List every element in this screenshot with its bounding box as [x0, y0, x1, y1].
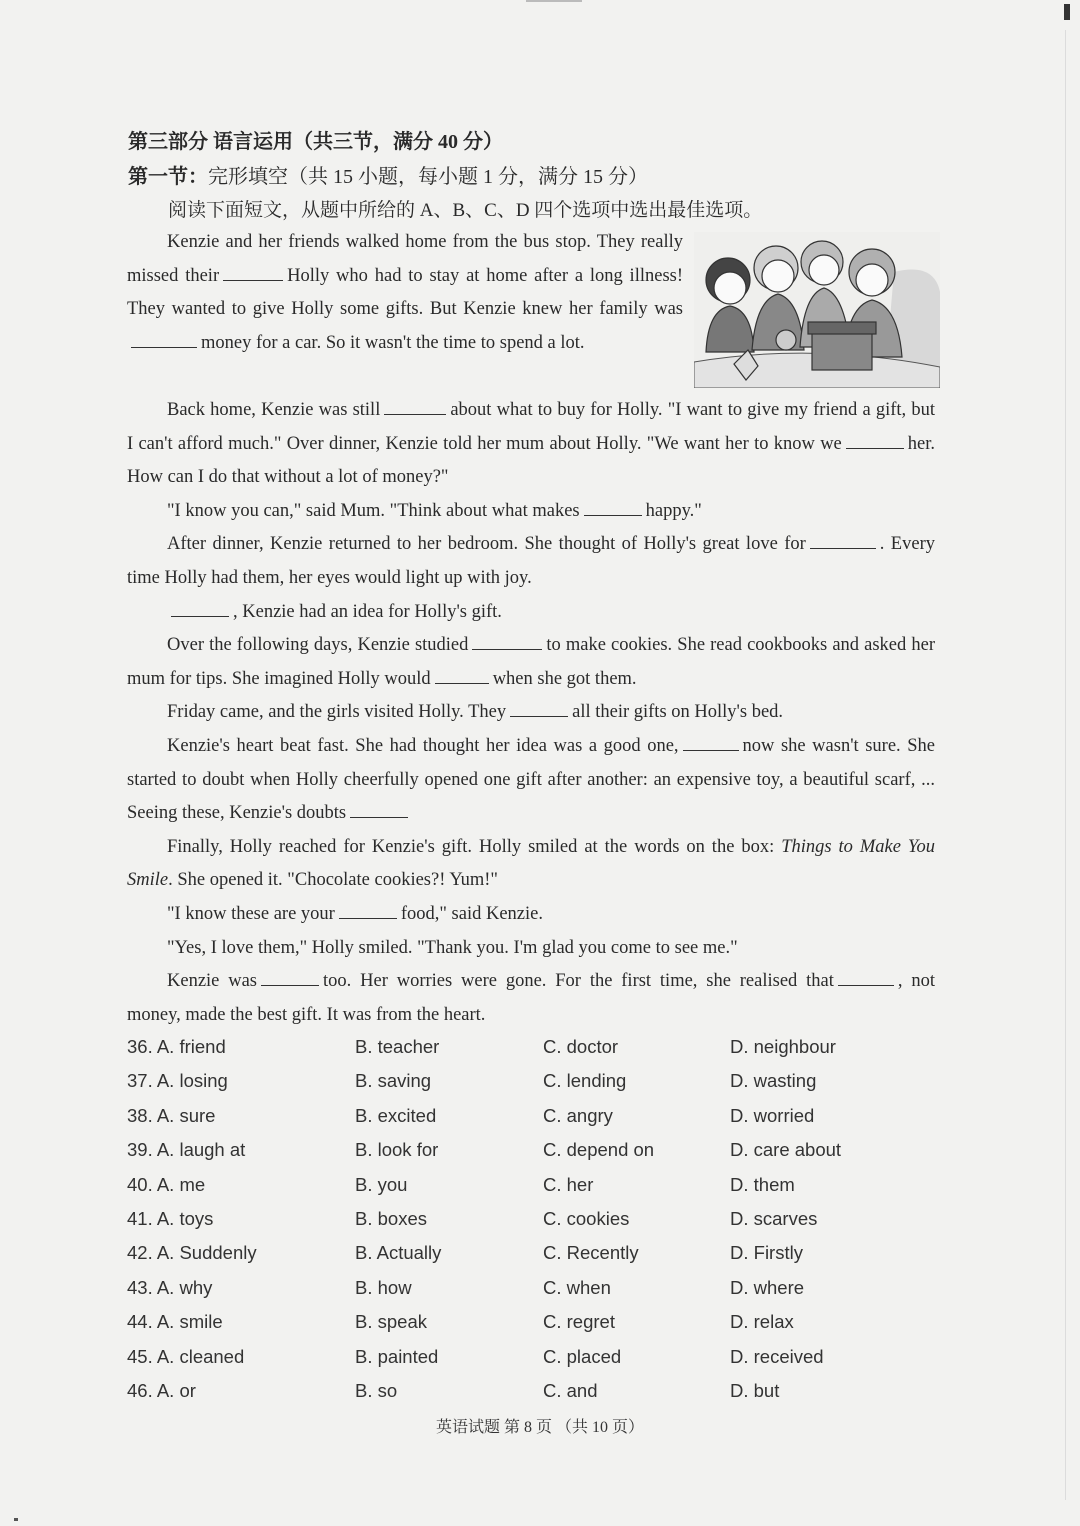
option-b: B. excited [355, 1104, 437, 1126]
section-description: 完形填空（共 15 小题，每小题 1 分，满分 15 分） [208, 166, 648, 188]
option-c: C. when [543, 1276, 611, 1298]
option-c: C. angry [543, 1104, 613, 1126]
option-b: B. you [355, 1173, 408, 1195]
part-title: 第三部分 语言运用（共三节，满分 40 分） [128, 131, 503, 153]
scan-dot [14, 1518, 18, 1521]
text-segment: about what to buy for Holly. "I want to give my friend a gift, but I can't afford much." Over dinner, Kenzie told her mum about Holly. "We want her to know we [127, 400, 935, 454]
option-a: 36. A. friend [127, 1036, 226, 1057]
passage-main [127, 394, 935, 1032]
option-row-46 [127, 1380, 927, 1414]
text-segment: food," said Kenzie. [400, 903, 543, 924]
text-segment: , not money, made the best gift. It was from the heart. [127, 971, 936, 1025]
instruction: 阅读下面短文，从题中所给的 A、B、C、D 四个选项中选出最佳选项。 [168, 200, 763, 221]
blank-45 [510, 698, 568, 718]
option-row-44 [127, 1311, 927, 1345]
text-segment: too. Her worries were gone. For the first time, she realised that [323, 971, 834, 992]
illustration-girls-with-gift [694, 232, 940, 388]
text-segment: all their gifts on Holly's bed. [572, 702, 784, 723]
paragraph [127, 495, 935, 529]
option-d: D. scarves [730, 1207, 818, 1229]
text-segment: Kenzie's heart beat fast. She had thought her idea was a good one, [167, 735, 679, 756]
option-d: D. received [730, 1345, 824, 1367]
option-d: D. care about [730, 1139, 842, 1161]
section-title [128, 160, 648, 189]
option-row-37 [127, 1070, 927, 1104]
answer-options [127, 1036, 927, 1414]
option-a: 45. A. cleaned [127, 1345, 245, 1367]
option-b: B. so [355, 1379, 398, 1401]
option-d: D. where [730, 1276, 805, 1298]
text-segment: Kenzie was [167, 971, 258, 992]
option-b: B. teacher [355, 1036, 440, 1057]
option-d: D. neighbour [730, 1036, 836, 1057]
option-c: C. Recently [543, 1242, 639, 1264]
blank-39 [846, 429, 904, 449]
blank-41 [810, 530, 876, 550]
text-segment: money for a car. So it wasn't the time to spend a lot. [201, 332, 585, 353]
blank-38 [384, 396, 446, 416]
text-segment: Friday came, and the girls visited Holly. They [167, 702, 507, 723]
text-segment: her. How can I do that without a lot of money?" [127, 433, 935, 488]
blank-46 [683, 731, 739, 751]
option-row-39 [127, 1139, 927, 1173]
blank-40 [584, 496, 642, 516]
option-b: B. speak [355, 1311, 427, 1333]
option-a: 39. A. laugh at [127, 1139, 246, 1161]
option-a: 46. A. or [127, 1379, 196, 1401]
text-segment: Holly who had to stay at home after a long illness! They wanted to give Holly some gifts. But Kenzie knew her family was [127, 265, 683, 320]
option-d: D. them [730, 1173, 795, 1195]
option-c: C. doctor [543, 1036, 619, 1057]
option-b: B. saving [355, 1070, 432, 1092]
option-row-38 [127, 1105, 927, 1139]
option-c: C. her [543, 1173, 594, 1195]
option-c: C. depend on [543, 1139, 655, 1161]
text-segment: After dinner, Kenzie returned to her bedroom. She thought of Holly's great love for [167, 534, 806, 555]
option-b: B. painted [355, 1345, 439, 1367]
text-segment: Kenzie and her friends walked home from the bus stop. They really missed their [127, 232, 683, 286]
blank-36 [223, 261, 283, 281]
option-d: D. relax [730, 1311, 794, 1333]
option-row-45 [127, 1346, 927, 1380]
paragraph-1 [127, 226, 683, 360]
option-b: B. boxes [355, 1207, 427, 1229]
text-segment: happy." [645, 500, 702, 521]
scan-edge-line [1065, 30, 1066, 1500]
option-b: B. how [355, 1276, 412, 1298]
scan-edge-mark [1064, 4, 1070, 20]
scan-top-mark [526, 0, 582, 2]
option-row-43 [127, 1277, 927, 1311]
option-d: D. but [730, 1379, 780, 1401]
option-c: C. lending [543, 1070, 627, 1092]
text-segment: "I know these are your [167, 903, 335, 924]
text-segment: "Yes, I love them," Holly smiled. "Thank you. I'm glad you come to see me." [167, 937, 738, 958]
text-segment: . She opened it. "Chocolate cookies?! Yum!" [168, 870, 498, 891]
passage-intro [127, 226, 683, 360]
text-segment: Over the following days, Kenzie studied [167, 635, 469, 656]
option-row-42 [127, 1242, 927, 1276]
paragraph [127, 730, 935, 831]
text-segment: to make cookies. She read cookbooks and asked her mum for tips. She imagined Holly would [127, 635, 935, 689]
paragraph [127, 528, 935, 595]
paragraph [127, 696, 935, 730]
option-a: 40. A. me [127, 1173, 206, 1195]
option-a: 43. A. why [127, 1276, 213, 1298]
blank-49 [261, 967, 319, 987]
option-a: 37. A. losing [127, 1070, 228, 1092]
option-b: B. look for [355, 1139, 439, 1161]
option-row-36 [127, 1036, 927, 1070]
paragraph [127, 965, 935, 1032]
option-a: 42. A. Suddenly [127, 1242, 257, 1264]
option-d: D. worried [730, 1104, 815, 1126]
blank-42 [171, 597, 229, 617]
page-footer: 英语试题 第 8 页 （共 10 页） [435, 1419, 644, 1436]
paragraph [127, 596, 935, 630]
blank-50 [838, 967, 894, 987]
text-segment: Finally, Holly reached for Kenzie's gift. Holly smiled at the words on the box: [167, 836, 782, 857]
option-c: C. regret [543, 1311, 615, 1333]
option-c: C. and [543, 1379, 598, 1401]
option-d: D. wasting [730, 1070, 817, 1092]
section-label: 第一节： [128, 166, 208, 188]
blank-44 [435, 664, 489, 684]
paragraph [127, 394, 935, 495]
text-segment: Back home, Kenzie was still [167, 400, 381, 420]
option-row-41 [127, 1208, 927, 1242]
blank-47 [350, 799, 408, 819]
text-segment: , Kenzie had an idea for Holly's gift. [233, 601, 502, 622]
paragraph [127, 932, 935, 966]
paragraph [127, 898, 935, 932]
option-d: D. Firstly [730, 1242, 803, 1264]
box-title: Things to Make You Smile [127, 836, 935, 891]
option-b: B. Actually [355, 1242, 442, 1264]
text-segment: when she got them. [492, 668, 637, 689]
text-segment: "I know you can," said Mum. "Think about what makes [167, 500, 580, 521]
option-a: 38. A. sure [127, 1104, 216, 1126]
blank-37 [131, 328, 197, 348]
blank-43 [472, 631, 542, 651]
option-a: 44. A. smile [127, 1311, 223, 1333]
option-c: C. placed [543, 1345, 622, 1367]
paragraph [127, 629, 935, 696]
option-c: C. cookies [543, 1207, 630, 1229]
paragraph [127, 831, 935, 898]
blank-48 [339, 899, 397, 919]
option-a: 41. A. toys [127, 1207, 214, 1229]
text-segment: . Every time Holly had them, her eyes would light up with joy. [127, 534, 935, 588]
option-row-40 [127, 1174, 927, 1208]
text-segment: now she wasn't sure. She started to doubt when Holly cheerfully opened one gift after another: an expensive toy, a beautiful scarf, ... Seeing these, Kenzie's doubts [127, 735, 935, 824]
